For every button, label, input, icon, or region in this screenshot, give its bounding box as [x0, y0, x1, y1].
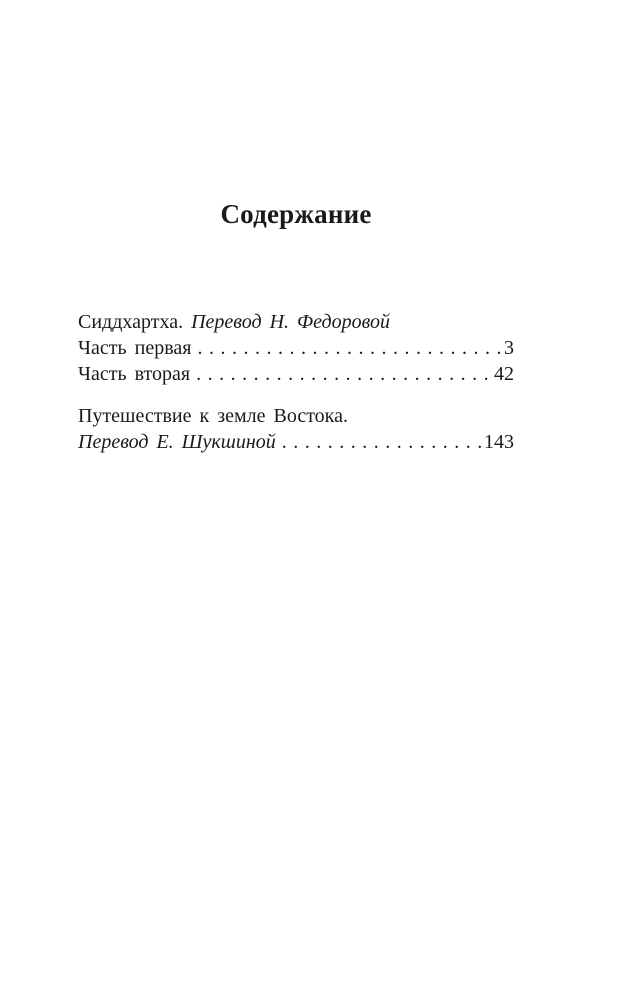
toc-entry	[78, 335, 514, 361]
toc-entry-label: Часть вторая	[78, 363, 191, 385]
leader-dots	[191, 335, 504, 361]
toc-entry	[78, 429, 514, 455]
translator-credit: Перевод Н. Федоровой	[191, 311, 391, 333]
work-title: Путешествие к земле Востока.	[78, 405, 348, 427]
contents-heading: Содержание	[220, 199, 372, 229]
toc-section-siddhartha	[78, 309, 514, 387]
work-title-line	[78, 309, 514, 335]
page-number: 42	[494, 363, 514, 385]
leader-dots	[190, 361, 494, 387]
toc-entry	[78, 361, 514, 387]
leader-dots	[276, 429, 484, 455]
work-title-line	[78, 403, 514, 429]
page-number: 143	[484, 431, 514, 453]
work-title: Сиддхартха.	[78, 311, 184, 333]
toc-entry-label: Часть первая	[78, 337, 192, 359]
page-number: 3	[504, 337, 514, 359]
translator-credit: Перевод Е. Шукшиной	[78, 431, 276, 453]
toc-section-journey-to-the-east	[78, 403, 514, 455]
